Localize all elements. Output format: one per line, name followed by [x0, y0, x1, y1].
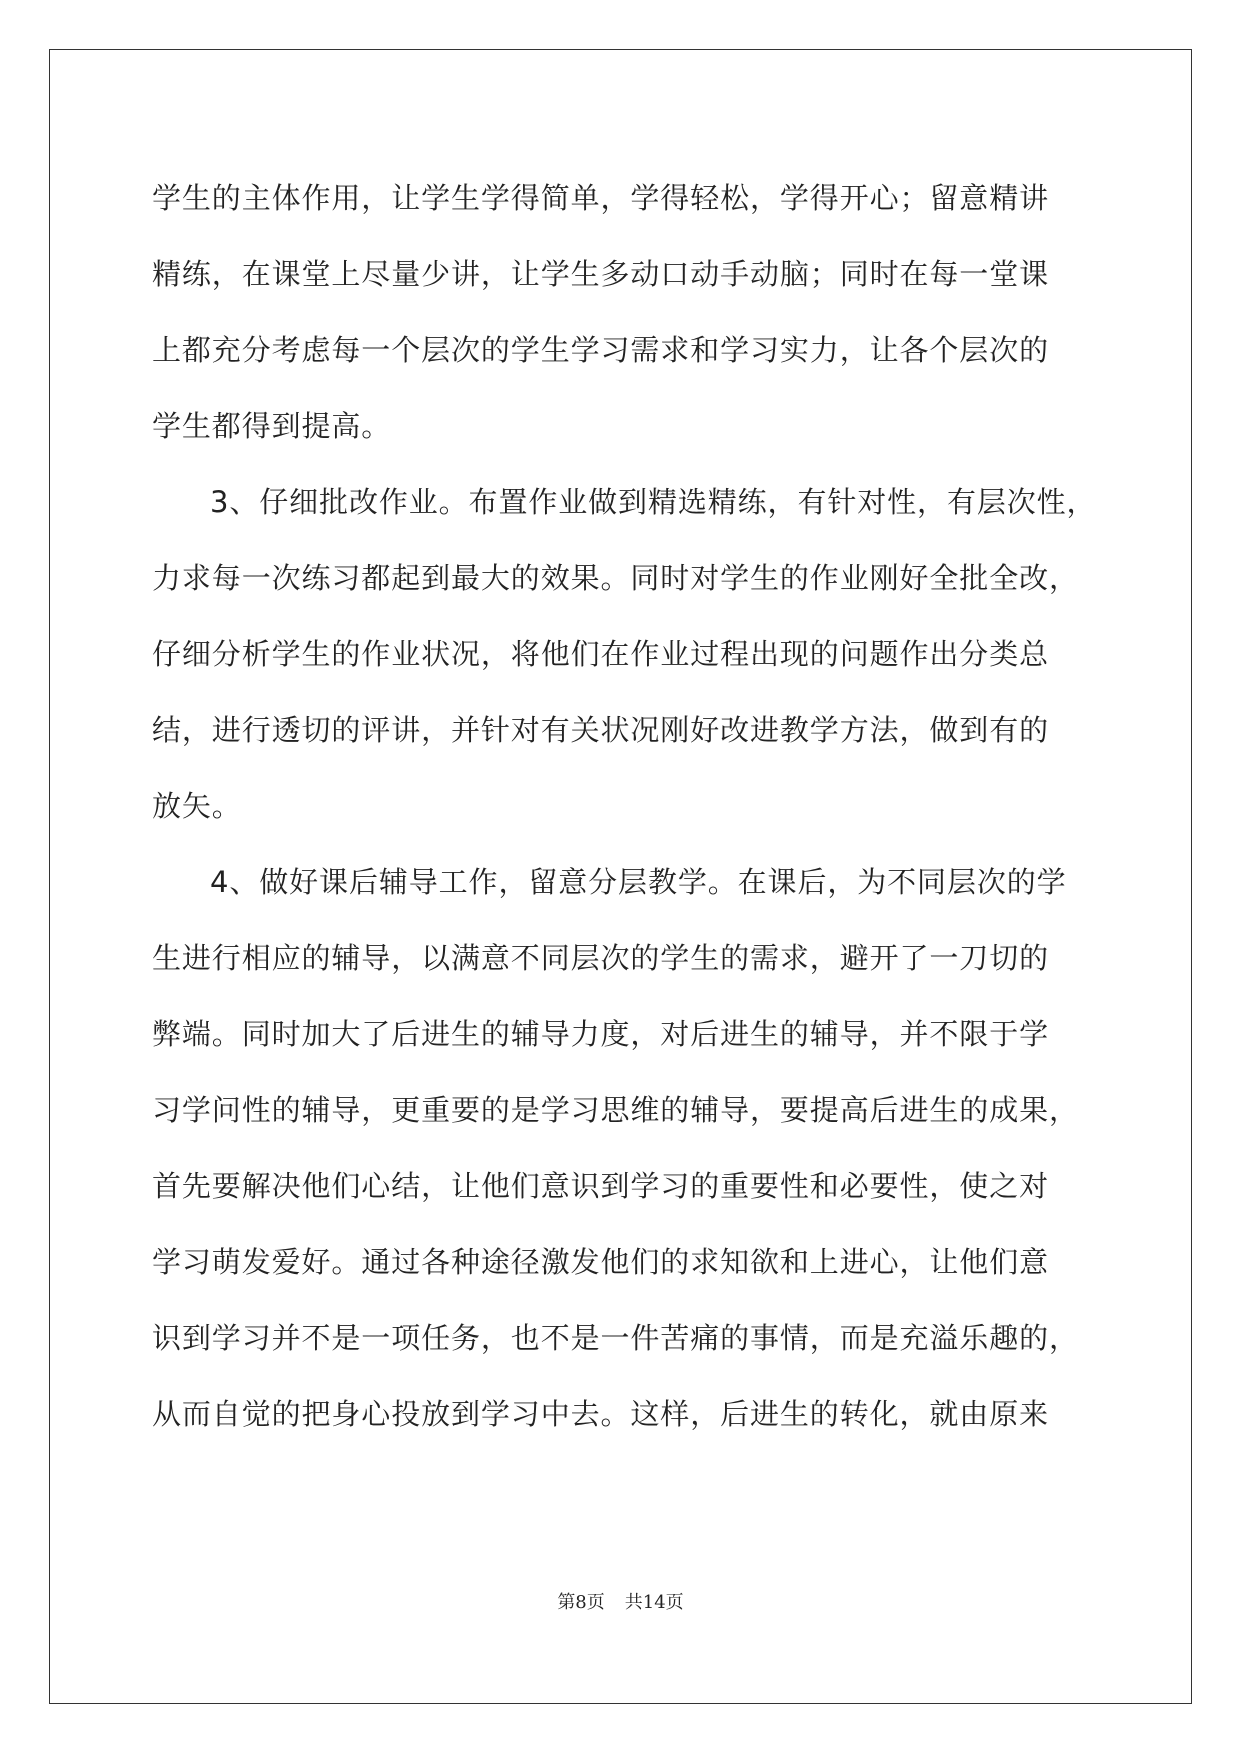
page-total: 共14页 — [624, 1592, 684, 1613]
text-line: 首先要解决他们心结，让他们意识到学习的重要性和必要性，使之对 — [152, 1169, 1050, 1203]
text-line: 放矢。 — [152, 789, 242, 823]
text-line: 生进行相应的辅导，以满意不同层次的学生的需求，避开了一刀切的 — [152, 941, 1050, 975]
text-line: 结，进行透切的评讲，并针对有关状况刚好改进教学方法，做到有的 — [152, 713, 1050, 747]
text-line: 学生都得到提高。 — [152, 409, 392, 443]
page-number: 第8页 — [557, 1592, 605, 1613]
text-line: 弊端。同时加大了后进生的辅导力度，对后进生的辅导，并不限于学 — [152, 1017, 1050, 1051]
text-line: 仔细分析学生的作业状况，将他们在作业过程出现的问题作出分类总 — [152, 637, 1050, 671]
text-line: 精练，在课堂上尽量少讲，让学生多动口动手动脑；同时在每一堂课 — [152, 257, 1050, 291]
text-line: 学习萌发爱好。通过各种途径激发他们的求知欲和上进心，让他们意 — [152, 1245, 1050, 1279]
text-line: 上都充分考虑每一个层次的学生学习需求和学习实力，让各个层次的 — [152, 333, 1050, 367]
text-line: 习学问性的辅导，更重要的是学习思维的辅导，要提高后进生的成果， — [152, 1093, 1079, 1127]
text-line: 从而自觉的把身心投放到学习中去。这样，后进生的转化，就由原来 — [152, 1397, 1050, 1431]
page-footer — [0, 1588, 1241, 1614]
text-line: 学生的主体作用，让学生学得简单，学得轻松，学得开心；留意精讲 — [152, 181, 1050, 215]
text-line: 3、仔细批改作业。布置作业做到精选精练，有针对性，有层次性， — [210, 485, 1097, 519]
text-line: 识到学习并不是一项任务，也不是一件苦痛的事情，而是充溢乐趣的， — [152, 1321, 1079, 1355]
text-line: 4、做好课后辅导工作，留意分层教学。在课后，为不同层次的学 — [210, 865, 1067, 899]
document-body — [152, 160, 1097, 1452]
text-line: 力求每一次练习都起到最大的效果。同时对学生的作业刚好全批全改， — [152, 561, 1079, 595]
